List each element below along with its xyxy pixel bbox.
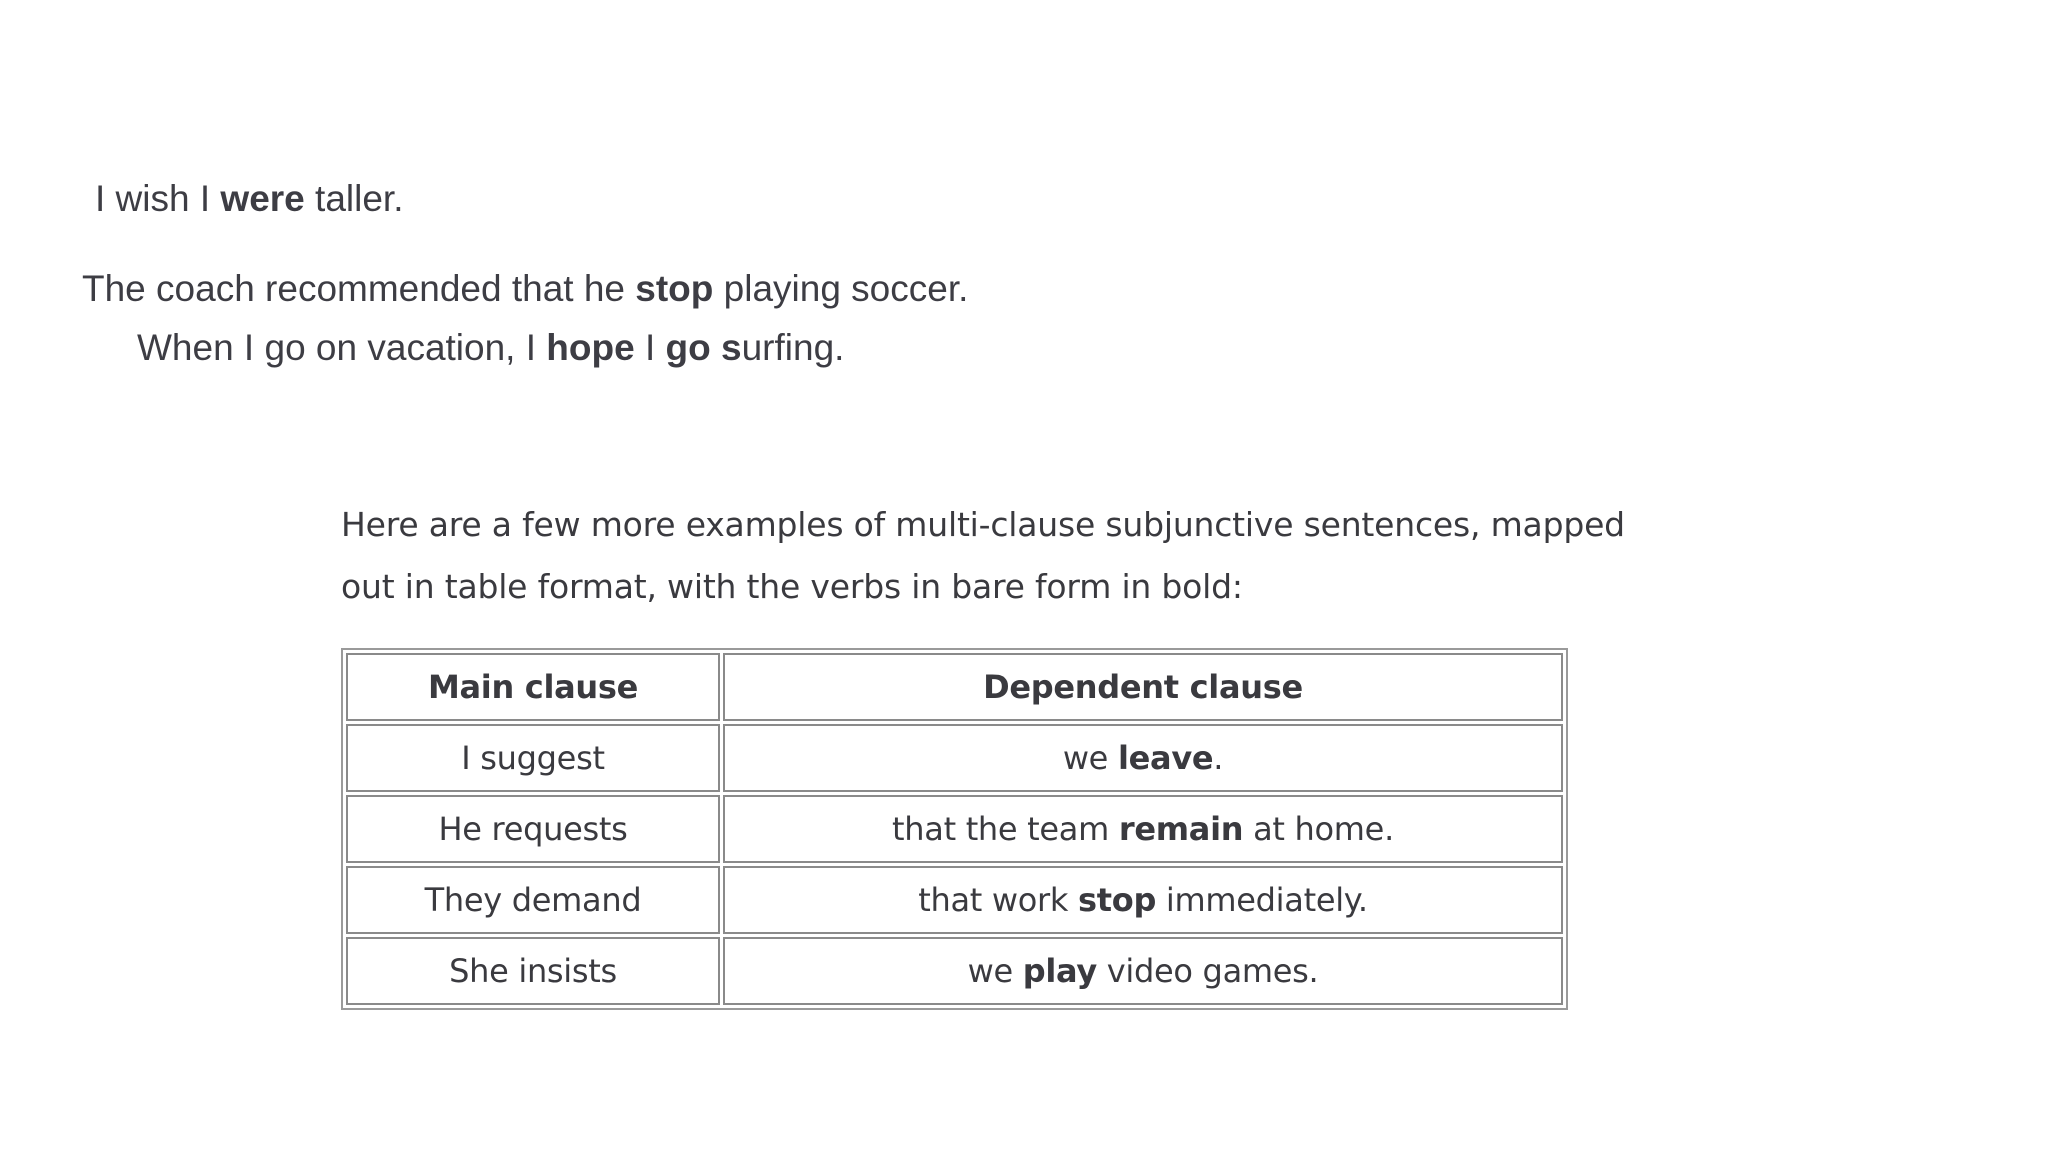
clause-text: we — [967, 952, 1023, 990]
dependent-clause-cell — [723, 795, 1563, 863]
intro-line-2: out in table format, with the verbs in bare form in bold: — [341, 567, 1243, 606]
dependent-clause-cell — [723, 866, 1563, 934]
clause-text: we — [1062, 739, 1118, 777]
sentence-text: playing soccer. — [713, 268, 969, 309]
header-main-clause: Main clause — [346, 653, 720, 721]
main-clause-cell: They demand — [346, 866, 720, 934]
clause-text: immediately. — [1156, 881, 1368, 919]
clause-text: that work — [918, 881, 1079, 919]
dependent-clause-cell — [723, 724, 1563, 792]
table-row — [346, 937, 1563, 1005]
sentence-verb: go s — [665, 327, 742, 368]
clause-text: video games. — [1096, 952, 1319, 990]
bare-verb: play — [1022, 952, 1097, 990]
sentence-text: I — [634, 327, 666, 368]
main-clause-cell: He requests — [346, 795, 720, 863]
bare-verb: remain — [1118, 810, 1244, 848]
clause-text: that the team — [892, 810, 1119, 848]
bare-verb: leave — [1117, 739, 1214, 777]
sentence-text: The coach recommended that he — [82, 268, 636, 309]
sentence-text: I wish I — [95, 178, 221, 219]
subjunctive-table — [341, 648, 1568, 1010]
sentence-text: urfing. — [741, 327, 845, 368]
example-sentence-1 — [95, 180, 403, 217]
header-dependent-clause: Dependent clause — [723, 653, 1563, 721]
dependent-clause-cell — [723, 937, 1563, 1005]
sentence-verb: hope — [546, 327, 635, 368]
clause-text: at home. — [1243, 810, 1394, 848]
intro-line-1: Here are a few more examples of multi-clause subjunctive sentences, mapped — [341, 505, 1625, 544]
example-sentence-3 — [137, 329, 844, 366]
sentence-verb: were — [220, 178, 305, 219]
embedded-excerpt — [341, 494, 1625, 990]
table-header-row — [346, 653, 1563, 721]
example-sentence-2 — [82, 270, 968, 307]
sentence-text: When I go on vacation, I — [137, 327, 547, 368]
excerpt-intro — [341, 494, 1625, 618]
table-row — [346, 866, 1563, 934]
main-clause-cell: She insists — [346, 937, 720, 1005]
clause-text: . — [1213, 739, 1224, 777]
main-clause-cell: I suggest — [346, 724, 720, 792]
sentence-verb: stop — [635, 268, 714, 309]
sentence-text: taller. — [304, 178, 404, 219]
bare-verb: stop — [1078, 881, 1157, 919]
table-row — [346, 795, 1563, 863]
table-row — [346, 724, 1563, 792]
